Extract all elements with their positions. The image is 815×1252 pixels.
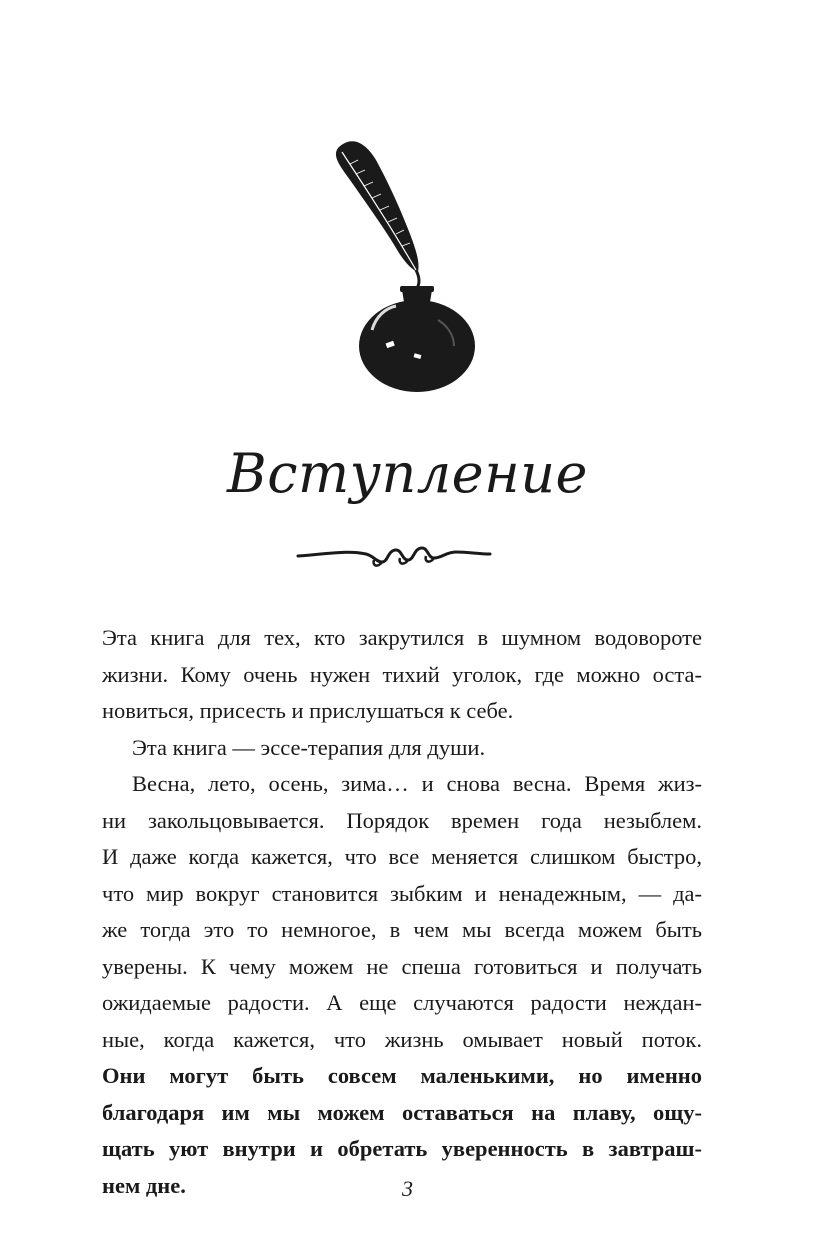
- text-line: Весна, лето, осень, зима… и снова весна. Время жиз-: [132, 771, 702, 796]
- bold-text-line: благодаря им мы можем оставаться на плаву, ощу-: [102, 1099, 702, 1125]
- text-line: ни закольцовывается. Порядок времен года незыблем.: [102, 807, 702, 833]
- chapter-title: Вступление: [227, 442, 588, 505]
- page-number: 3: [402, 1176, 413, 1201]
- text-line: И даже когда кажется, что все меняется слишком быстро,: [102, 844, 702, 869]
- text-line: Эта книга — эссе-терапия для души.: [132, 734, 486, 760]
- bold-text-line: нем дне.: [102, 1172, 186, 1198]
- text-line: жизни. Кому очень нужен тихий уголок, где можно оста-: [102, 661, 702, 687]
- text-line: же тогда это то немногое, в чем мы всегда можем быть: [102, 917, 702, 942]
- text-line: что мир вокруг становится зыбким и ненадежным, — да-: [102, 880, 702, 906]
- bold-text-line: щать уют внутри и обретать уверенность в завтраш-: [102, 1136, 702, 1161]
- quill-and-inkwell-icon: [320, 130, 480, 400]
- text-line: ные, когда кажется, что жизнь омывает новый поток.: [102, 1026, 702, 1052]
- text-line: уверены. К чему можем не спеша готовиться и получать: [102, 953, 702, 979]
- text-line: Эта книга для тех, кто закрутился в шумном водовороте: [102, 625, 702, 650]
- body-text: [102, 620, 702, 1204]
- ornament-divider-icon: [296, 536, 492, 570]
- text-line: ожидаемые радости. А еще случаются радости неждан-: [102, 990, 702, 1015]
- text-line: новиться, присесть и прислушаться к себе.: [102, 698, 514, 723]
- bold-text-line: Они могут быть совсем маленькими, но именно: [102, 1063, 702, 1088]
